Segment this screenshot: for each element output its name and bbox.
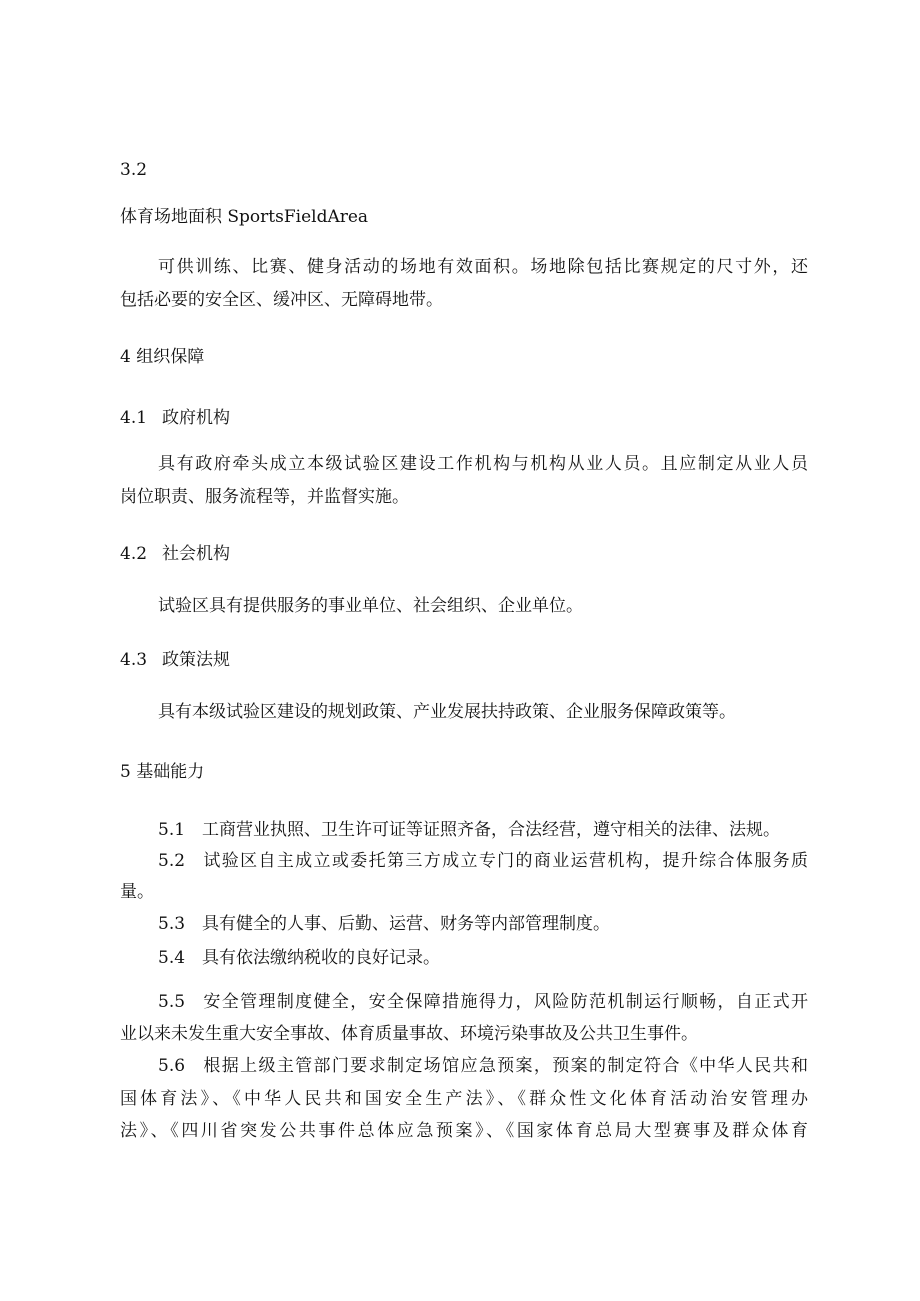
- item-5-1-text: 工商营业执照、卫生许可证等证照齐备，合法经营，遵守相关的法律、法规。: [202, 820, 780, 840]
- section-3-2-body-line-2: 包括必要的安全区、缓冲区、无障碍地带。: [120, 290, 443, 310]
- section-4-1-heading: [120, 406, 230, 430]
- item-5-4-number: 5.4: [158, 948, 186, 968]
- item-5-5-number: 5.5: [158, 992, 186, 1012]
- section-4-1-number: 4.1: [120, 408, 148, 428]
- section-4-1-body-line-2: 岗位职责、服务流程等，并监督实施。: [120, 487, 409, 507]
- section-5-title: 5 基础能力: [120, 762, 205, 782]
- section-4-3-heading: [120, 648, 230, 672]
- item-5-6-number: 5.6: [158, 1056, 186, 1076]
- section-4-3-number: 4.3: [120, 650, 148, 670]
- item-5-2-line-1: [158, 849, 808, 873]
- section-3-2-body-line-1: 可供训练、比赛、健身活动的场地有效面积。场地除包括比赛规定的尺寸外，还: [158, 257, 808, 277]
- section-4-3-body: 具有本级试验区建设的规划政策、产业发展扶持政策、企业服务保障政策等。: [158, 702, 736, 722]
- section-4-2-title: 社会机构: [162, 544, 230, 564]
- section-4-1-title: 政府机构: [162, 408, 230, 428]
- section-4-1-body-line-1: 具有政府牵头成立本级试验区建设工作机构与机构从业人员。且应制定从业人员: [158, 454, 808, 474]
- item-5-6-text-line-3: 法》、《四川省突发公共事件总体应急预案》、《国家体育总局大型赛事及群众体育: [120, 1121, 808, 1141]
- item-5-6-line-1: [158, 1054, 808, 1078]
- item-5-5-text-line-2: 业以来未发生重大安全事故、体育质量事故、环境污染事故及公共卫生事件。: [120, 1024, 698, 1044]
- item-5-6-text-line-2: 国体育法》、《中华人民共和国安全生产法》、《群众性文化体育活动治安管理办: [120, 1089, 808, 1109]
- item-5-5-line-1: [158, 990, 808, 1014]
- item-5-2-text-line-1: 试验区自主成立或委托第三方成立专门的商业运营机构，提升综合体服务质: [202, 851, 808, 871]
- section-4-3-title: 政策法规: [162, 650, 230, 670]
- item-5-3: [158, 912, 610, 936]
- item-5-1: [158, 818, 780, 842]
- item-5-5-text-line-1: 安全管理制度健全，安全保障措施得力，风险防范机制运行顺畅，自正式开: [202, 992, 808, 1012]
- item-5-3-number: 5.3: [158, 914, 186, 934]
- section-4-title: 4 组织保障: [120, 347, 205, 367]
- item-5-6-text-line-1: 根据上级主管部门要求制定场馆应急预案，预案的制定符合《中华人民共和: [202, 1056, 808, 1076]
- section-4-2-heading: [120, 542, 230, 566]
- section-4-2-body: 试验区具有提供服务的事业单位、社会组织、企业单位。: [158, 596, 583, 616]
- item-5-2-number: 5.2: [158, 851, 186, 871]
- item-5-4-text: 具有依法缴纳税收的良好记录。: [202, 948, 440, 968]
- item-5-2-text-line-2: 量。: [120, 882, 154, 902]
- section-3-2-number: 3.2: [120, 160, 148, 180]
- item-5-1-number: 5.1: [158, 820, 186, 840]
- item-5-4: [158, 946, 440, 970]
- section-3-2-title: 体育场地面积 SportsFieldArea: [120, 207, 369, 227]
- section-4-2-number: 4.2: [120, 544, 148, 564]
- item-5-3-text: 具有健全的人事、后勤、运营、财务等内部管理制度。: [202, 914, 610, 934]
